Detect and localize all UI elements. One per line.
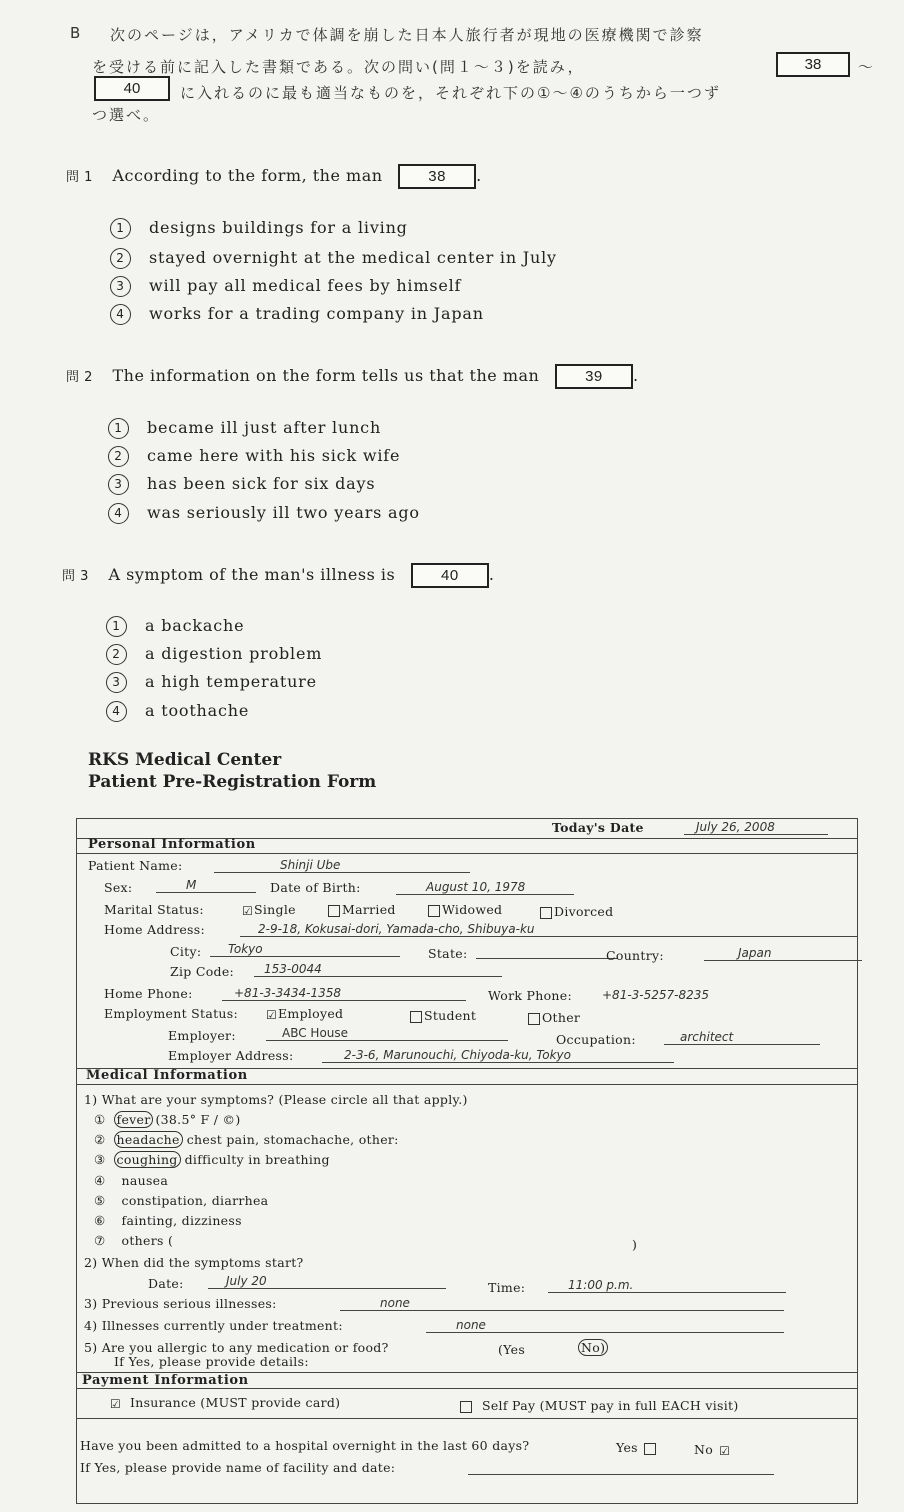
circled-headache[interactable]: headache	[114, 1131, 183, 1148]
start-question: 2) When did the symptoms start?	[84, 1255, 304, 1270]
option-label: Single	[254, 902, 296, 917]
home-address-label: Home Address:	[104, 922, 205, 937]
checkbox[interactable]	[328, 905, 340, 917]
question-1-period: .	[476, 166, 482, 185]
q3-option-3	[106, 672, 317, 693]
current-illnesses-value: none	[426, 1318, 784, 1333]
option-text: a toothache	[145, 701, 250, 720]
marital-widowed[interactable]	[428, 902, 502, 917]
option-number: 2	[110, 248, 131, 269]
form-subtitle: Patient Pre-Registration Form	[88, 772, 377, 792]
symptom-3[interactable]	[94, 1152, 330, 1167]
previous-illnesses-question: 3) Previous serious illnesses:	[84, 1296, 277, 1311]
q1-option-4	[110, 304, 484, 325]
q3-option-1	[106, 616, 244, 637]
option-label: Other	[542, 1010, 581, 1025]
checkbox-checked[interactable]: ☑	[242, 903, 254, 918]
circled-no[interactable]: No)	[578, 1339, 608, 1356]
question-1-label: 問 1	[66, 170, 93, 185]
option-label: Employed	[278, 1006, 344, 1021]
admitted-no-label: No	[694, 1442, 714, 1457]
marital-married[interactable]	[328, 902, 396, 917]
answer-box-40-q3: 40	[411, 563, 489, 588]
home-phone-label: Home Phone:	[104, 986, 193, 1001]
admitted-question: Have you been admitted to a hospital overnight in the last 60 days?	[80, 1438, 530, 1453]
previous-illnesses-value: none	[340, 1296, 784, 1311]
option-text: a backache	[145, 616, 245, 635]
symptom-6-text: fainting, dizziness	[121, 1213, 242, 1228]
insurance-label: Insurance (MUST provide card)	[130, 1395, 341, 1410]
option-number: 2	[106, 644, 127, 665]
allergy-no-circled[interactable]	[578, 1340, 608, 1355]
symptom-2-number: ②	[94, 1132, 106, 1147]
employer-address-label: Employer Address:	[168, 1048, 294, 1063]
q3-option-4	[106, 701, 249, 722]
symptom-1[interactable]	[94, 1112, 241, 1127]
option-number: 4	[108, 503, 129, 524]
question-3-label: 問 3	[62, 569, 89, 584]
symptom-1-detail: (38.5° F / ©)	[155, 1112, 241, 1127]
question-3	[62, 563, 494, 588]
checkbox-checked[interactable]: ☑	[266, 1007, 278, 1022]
admitted-yes[interactable]	[616, 1440, 658, 1455]
todays-date-label: Today's Date	[552, 820, 644, 835]
facility-question: If Yes, please provide name of facility and date:	[80, 1460, 396, 1475]
work-phone-label: Work Phone:	[488, 988, 572, 1003]
checkbox[interactable]	[644, 1443, 656, 1455]
symptom-5-number: ⑤	[94, 1193, 106, 1208]
time-value: 11:00 p.m.	[548, 1278, 786, 1293]
facility-blank	[468, 1474, 774, 1475]
question-1	[66, 164, 482, 189]
symptom-4-number: ④	[94, 1173, 106, 1188]
symptom-5-text: constipation, diarrhea	[121, 1193, 269, 1208]
state-label: State:	[428, 946, 468, 961]
admitted-yes-label: Yes	[616, 1440, 638, 1455]
checkbox-checked[interactable]: ☑	[719, 1443, 731, 1458]
answer-box-40: 40	[94, 76, 170, 101]
symptom-7-close: )	[632, 1237, 638, 1252]
allergy-details: If Yes, please provide details:	[114, 1354, 309, 1369]
answer-box-39: 39	[555, 364, 633, 389]
answer-box-38: 38	[776, 52, 850, 77]
zip-label: Zip Code:	[170, 964, 235, 979]
sex-value: M	[156, 878, 256, 893]
payment-insurance[interactable]	[110, 1395, 340, 1410]
option-text: became ill just after lunch	[147, 418, 382, 437]
q1-option-1	[110, 218, 408, 239]
allergy-question: 5) Are you allergic to any medication or food?	[84, 1340, 389, 1355]
option-number: 2	[108, 446, 129, 467]
circled-fever[interactable]: fever	[114, 1111, 154, 1128]
answer-box-38-q1: 38	[398, 164, 476, 189]
medical-info-header: Medical Information	[86, 1068, 248, 1083]
employment-student[interactable]	[410, 1008, 476, 1023]
employer-value: ABC House	[266, 1026, 508, 1041]
q2-option-4	[108, 503, 420, 524]
employer-address-value: 2-3-6, Marunouchi, Chiyoda-ku, Tokyo	[322, 1048, 674, 1063]
city-value: Tokyo	[210, 942, 400, 957]
employment-status-label: Employment Status:	[104, 1006, 239, 1021]
checkbox[interactable]	[528, 1013, 540, 1025]
option-text: was seriously ill two years ago	[147, 503, 420, 522]
date-label: Date:	[148, 1276, 184, 1291]
symptom-7-text: others (	[121, 1233, 174, 1248]
time-label: Time:	[488, 1280, 526, 1295]
option-text: a digestion problem	[145, 644, 323, 663]
option-text: has been sick for six days	[147, 474, 376, 493]
employment-employed[interactable]	[266, 1006, 343, 1021]
country-label: Country:	[606, 948, 664, 963]
instructions-line-2: を受ける前に記入した書類である。次の問い(問１～３)を読み，	[92, 58, 585, 76]
payment-info-header: Payment Information	[82, 1373, 249, 1388]
option-number: 4	[110, 304, 131, 325]
question-2	[66, 364, 639, 389]
divider	[76, 1084, 858, 1085]
option-number: 1	[108, 418, 129, 439]
occupation-value: architect	[664, 1030, 820, 1045]
question-2-period: .	[632, 366, 639, 385]
instructions-line-1: 次のページは，アメリカで体調を崩した日本人旅行者が現地の医療機関で診察	[110, 26, 704, 44]
country-value: Japan	[704, 946, 862, 961]
question-2-label: 問 2	[66, 370, 93, 385]
symptoms-question: 1) What are your symptoms? (Please circle all that apply.)	[84, 1092, 468, 1107]
option-number: 1	[110, 218, 131, 239]
home-phone-value: +81-3-3434-1358	[222, 986, 466, 1001]
zip-value: 153-0044	[254, 962, 502, 977]
option-text: works for a trading company in Japan	[149, 304, 484, 323]
option-number: 3	[108, 474, 129, 495]
home-address-value: 2-9-18, Kokusai-dori, Yamada-cho, Shibuya-ku	[240, 922, 858, 937]
patient-name-label: Patient Name:	[88, 858, 183, 873]
current-illnesses-question: 4) Illnesses currently under treatment:	[84, 1318, 343, 1333]
date-value: July 20	[208, 1274, 446, 1289]
marital-divorced[interactable]	[540, 904, 613, 919]
symptom-2[interactable]	[94, 1132, 399, 1147]
marital-status-label: Marital Status:	[104, 902, 204, 917]
self-pay-label: Self Pay (MUST pay in full EACH visit)	[482, 1398, 739, 1413]
allergy-yes[interactable]: (Yes	[498, 1342, 526, 1357]
checkbox[interactable]	[428, 905, 440, 917]
symptom-4-text: nausea	[121, 1173, 169, 1188]
instructions-part: B	[70, 24, 83, 42]
q2-option-2	[108, 446, 400, 467]
q3-option-2	[106, 644, 322, 665]
employer-label: Employer:	[168, 1028, 236, 1043]
payment-self-pay[interactable]	[460, 1398, 739, 1413]
divider	[76, 1418, 858, 1419]
symptom-1-number: ①	[94, 1112, 106, 1127]
option-text: came here with his sick wife	[147, 446, 401, 465]
option-text: a high temperature	[145, 672, 317, 691]
option-text: stayed overnight at the medical center in July	[149, 248, 557, 267]
question-3-period: .	[488, 565, 495, 584]
dob-label: Date of Birth:	[270, 880, 361, 895]
checkbox[interactable]	[460, 1401, 472, 1413]
personal-info-header: Personal Information	[88, 837, 256, 852]
work-phone-value: +81-3-5257-8235	[602, 988, 710, 1002]
q1-option-3	[110, 276, 461, 297]
option-number: 3	[106, 672, 127, 693]
question-3-stem: A symptom of the man's illness is	[108, 565, 396, 584]
marital-single[interactable]	[242, 902, 296, 917]
dob-value: August 10, 1978	[396, 880, 574, 895]
patient-name-value: Shinji Ube	[214, 858, 470, 873]
occupation-label: Occupation:	[556, 1032, 636, 1047]
checkbox-checked[interactable]: ☑	[110, 1396, 122, 1411]
symptom-6[interactable]	[94, 1213, 242, 1228]
option-label: Widowed	[442, 902, 503, 917]
q2-option-1	[108, 418, 381, 439]
question-2-stem: The information on the form tells us that the man	[112, 366, 540, 385]
q2-option-3	[108, 474, 375, 495]
form-title: RKS Medical Center	[88, 750, 282, 770]
divider	[76, 853, 858, 854]
state-blank	[476, 958, 618, 959]
instructions-line-4: つ選べ。	[92, 106, 161, 124]
sex-label: Sex:	[104, 880, 133, 895]
option-label: Student	[424, 1008, 477, 1023]
symptom-3-number: ③	[94, 1152, 106, 1167]
symptom-6-number: ⑥	[94, 1213, 106, 1228]
checkbox[interactable]	[540, 907, 552, 919]
symptom-3-detail: difficulty in breathing	[184, 1152, 330, 1167]
symptom-5[interactable]	[94, 1193, 268, 1208]
symptom-4[interactable]	[94, 1173, 168, 1188]
tilde: ～	[858, 58, 876, 76]
symptom-7[interactable]	[94, 1233, 173, 1248]
divider	[76, 1388, 858, 1389]
circled-coughing[interactable]: coughing	[114, 1151, 181, 1168]
option-label: Married	[342, 902, 396, 917]
question-1-stem: According to the form, the man	[112, 166, 383, 185]
q1-option-2	[110, 248, 557, 269]
todays-date-value: July 26, 2008	[684, 820, 828, 835]
symptom-7-number: ⑦	[94, 1233, 106, 1248]
option-text: designs buildings for a living	[149, 218, 408, 237]
instructions-line-3: に入れるのに最も適当なものを，それぞれ下の①～④のうちから一つず	[180, 84, 721, 102]
checkbox[interactable]	[410, 1011, 422, 1023]
option-label: Divorced	[554, 904, 614, 919]
option-number: 3	[110, 276, 131, 297]
admitted-no[interactable]	[694, 1442, 731, 1457]
option-text: will pay all medical fees by himself	[149, 276, 462, 295]
symptom-2-detail: chest pain, stomachache, other:	[186, 1132, 399, 1147]
option-number: 4	[106, 701, 127, 722]
option-number: 1	[106, 616, 127, 637]
city-label: City:	[170, 944, 202, 959]
employment-other[interactable]	[528, 1010, 580, 1025]
